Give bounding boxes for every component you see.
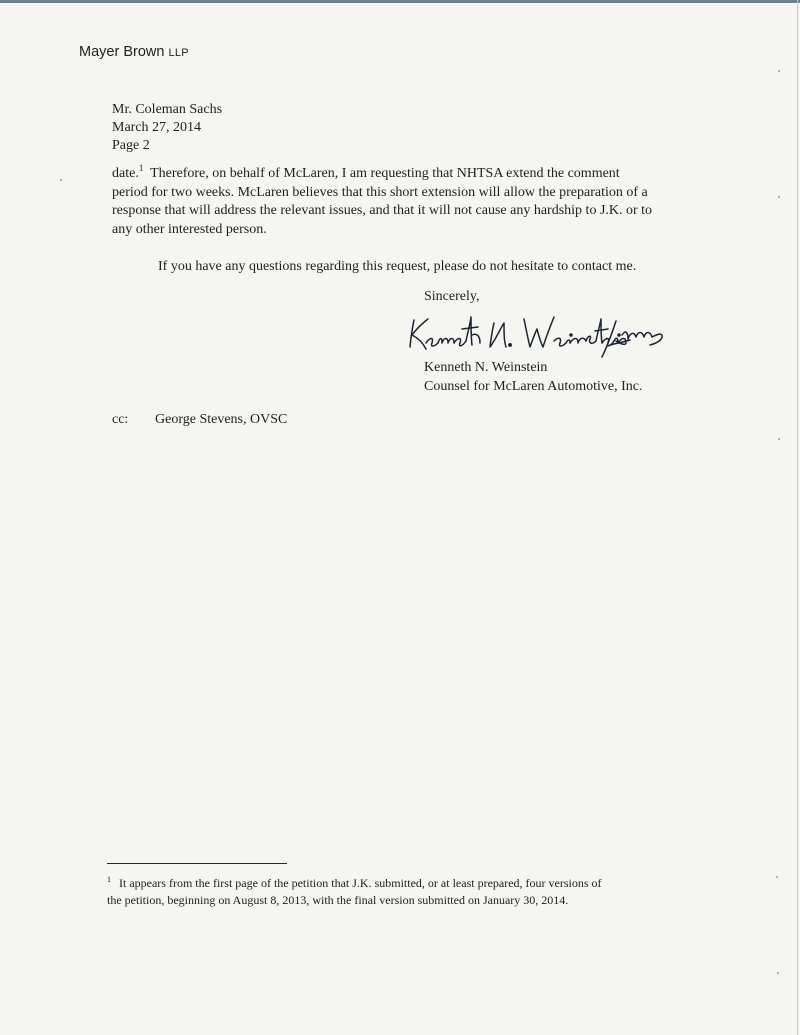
cc-recipient: George Stevens, OVSC [155,412,288,427]
footnote-reference: 1 [138,163,144,173]
firm-name: Mayer Brown [79,44,165,60]
body-first-word: date. [112,166,139,181]
closing-salutation: Sincerely, [424,289,480,304]
firm-suffix: LLP [168,47,189,59]
scan-speck [778,70,780,72]
handwritten-signature [404,305,669,360]
footnote-separator [107,863,287,864]
page-number: Page 2 [112,138,150,153]
cc-label: cc: [112,412,129,427]
scan-top-edge [0,0,800,3]
body-line-1-text: Therefore, on behalf of McLaren, I am requesting that NHTSA extend the comment [150,166,620,181]
body-line-3: response that will address the relevant issues, and that it will not cause any hardship to J.K. or to [112,203,653,219]
scan-speck [777,972,779,974]
cc-line [112,412,287,428]
scan-speck [778,438,780,440]
question-paragraph: If you have any questions regarding this request, please do not hesitate to contact me. [158,259,637,274]
letter-date: March 27, 2014 [112,120,202,135]
footnote-line-1 [107,875,687,892]
body-line-1 [112,165,692,184]
footnote [107,875,687,909]
body-line-4: any other interested person. [112,222,267,238]
signer-name: Kenneth N. Weinstein [424,360,548,375]
firm-letterhead [79,44,189,60]
signer-block [424,358,643,396]
footnote-line-1-text: It appears from the first page of the petition that J.K. submitted, or at least prepared, four versions of [119,876,602,890]
scan-speck [60,179,62,181]
scan-right-edge [797,0,798,1035]
footnote-number: 1 [107,875,111,884]
recipient-name: Mr. Coleman Sachs [112,102,223,117]
recipient-block [112,101,222,155]
signer-title: Counsel for McLaren Automotive, Inc. [424,379,643,394]
body-line-2: period for two weeks. McLaren believes that this short extension will allow the preparation of a [112,184,648,200]
scan-speck [776,876,778,878]
body-paragraph [112,165,692,240]
scan-speck [778,196,780,198]
footnote-line-2: the petition, beginning on August 8, 2013, with the final version submitted on January 30, 2014. [107,893,569,907]
